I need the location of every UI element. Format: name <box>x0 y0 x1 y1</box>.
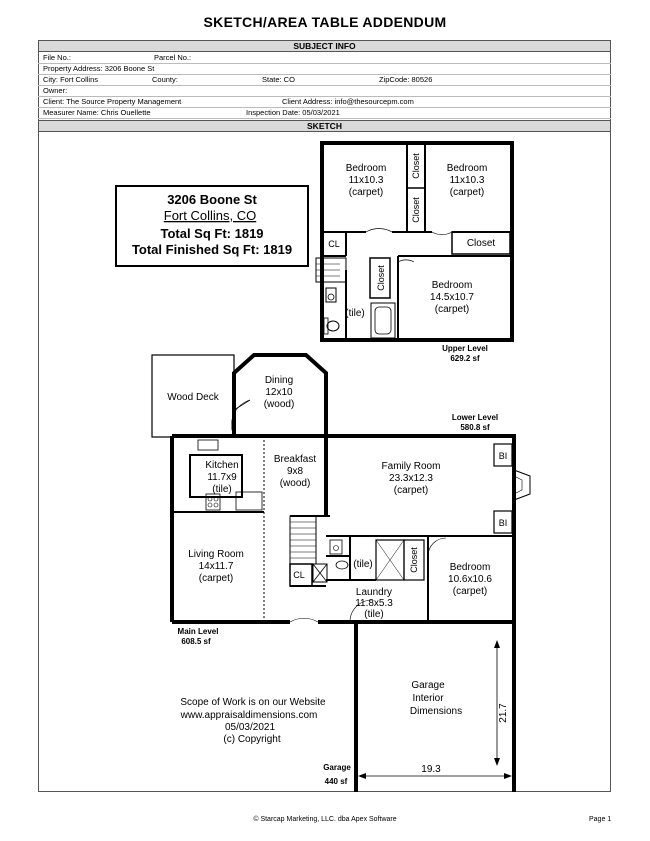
garage-depth: 21.7 <box>498 703 509 723</box>
inspection-date-field: Inspection Date: 05/03/2021 <box>246 108 340 117</box>
laundry-floor: (tile) <box>364 609 384 620</box>
bedroom-4-name: Bedroom <box>449 562 491 573</box>
upper-cl-label: CL <box>328 239 340 249</box>
garage-interior: Interior <box>412 693 444 704</box>
upper-closet-2-label: Closet <box>411 197 421 223</box>
upper-level-area: 629.2 sf <box>450 354 480 363</box>
living-room-name: Living Room <box>188 549 244 560</box>
family-room-floor: (carpet) <box>393 485 429 496</box>
breakfast-size: 9x8 <box>286 466 304 477</box>
dining-size: 12x10 <box>265 387 293 398</box>
living-room-size: 14x11.7 <box>198 561 234 572</box>
kitchen-name: Kitchen <box>205 460 239 471</box>
kitchen-size: 11.7x9 <box>207 472 237 483</box>
wood-deck-label: Wood Deck <box>167 392 219 403</box>
scope-line-1: Scope of Work is on our Website <box>180 697 326 708</box>
county-field: County: <box>152 75 178 84</box>
family-room-name: Family Room <box>381 461 441 472</box>
measurer-field: Measurer Name: Chris Ouellette <box>43 108 151 117</box>
main-level-area: 608.5 sf <box>181 637 211 646</box>
laundry-name: Laundry <box>355 587 393 598</box>
lower-level-name: Lower Level <box>451 413 499 422</box>
bedroom-2-name: Bedroom <box>446 163 488 174</box>
bedroom-2-floor: (carpet) <box>449 187 485 198</box>
bedroom-1-size: 11x10.3 <box>348 175 384 186</box>
bedroom-3-name: Bedroom <box>431 280 473 291</box>
scope-line-2: www.appraisaldimensions.com <box>180 710 318 721</box>
subject-info-header: SUBJECT INFO <box>38 40 611 52</box>
breakfast-floor: (wood) <box>279 478 311 489</box>
family-room-size: 23.3x12.3 <box>389 473 433 484</box>
laundry-size: 11.8x5.3 <box>355 598 393 609</box>
page-title: SKETCH/AREA TABLE ADDENDUM <box>203 14 447 30</box>
bedroom-4-size: 10.6x10.6 <box>448 574 492 585</box>
lower-level-area: 580.8 sf <box>460 423 490 432</box>
bi-bottom-label: BI <box>498 518 508 528</box>
main-level-name: Main Level <box>177 627 219 636</box>
client-address-field: Client Address: info@thesourcepm.com <box>282 97 414 106</box>
dining-name: Dining <box>264 375 294 386</box>
living-room-floor: (carpet) <box>198 573 234 584</box>
scope-line-4: (c) Copyright <box>223 734 281 745</box>
owner-field: Owner: <box>43 86 68 95</box>
garage-dimensions: Dimensions <box>409 706 463 717</box>
client-field: Client: The Source Property Management <box>43 97 182 106</box>
parcel-no-field: Parcel No.: <box>154 53 192 62</box>
kitchen-floor: (tile) <box>212 484 232 495</box>
upper-closet-1-label: Closet <box>411 153 421 179</box>
footer-page-number: Page 1 <box>589 816 612 823</box>
info-finished-sqft: Total Finished Sq Ft: 1819 <box>131 242 293 257</box>
garage-level-name: Garage <box>323 763 351 772</box>
info-city: Fort Collins, CO <box>163 208 257 223</box>
file-no-field: File No.: <box>43 53 71 62</box>
garage-width: 19.3 <box>421 764 441 775</box>
bedroom-3-floor: (carpet) <box>434 304 470 315</box>
info-address: 3206 Boone St <box>167 192 257 207</box>
bi-top-label: BI <box>498 451 508 461</box>
bedroom-1-name: Bedroom <box>345 163 387 174</box>
lower-bath-floor: (tile) <box>353 559 373 570</box>
bedroom-4-floor: (carpet) <box>452 586 488 597</box>
garage-name: Garage <box>411 680 445 691</box>
upper-closet-3-label: Closet <box>466 238 496 249</box>
info-total-sqft: Total Sq Ft: 1819 <box>160 226 264 241</box>
scope-line-3: 05/03/2021 <box>224 722 276 733</box>
lower-closet-label: Closet <box>409 547 419 573</box>
zip-field: ZipCode: 80526 <box>379 75 433 84</box>
bedroom-3-size: 14.5x10.7 <box>430 292 474 303</box>
dining-floor: (wood) <box>263 399 295 410</box>
breakfast-name: Breakfast <box>273 454 317 465</box>
upper-closet-4-label: Closet <box>376 265 386 291</box>
state-field: State: CO <box>262 75 295 84</box>
main-cl-label: CL <box>293 570 305 580</box>
upper-bath-floor: (tile) <box>345 308 365 319</box>
property-address-field: Property Address: 3206 Boone St <box>43 64 155 73</box>
bedroom-2-size: 11x10.3 <box>449 175 485 186</box>
upper-level-name: Upper Level <box>442 344 488 353</box>
sketch-header: SKETCH <box>38 120 611 132</box>
footer-copyright: © Starcap Marketing, LLC. dba Apex Software <box>253 816 397 823</box>
garage-level-area: 440 sf <box>324 777 348 786</box>
bedroom-1-floor: (carpet) <box>348 187 384 198</box>
city-field: City: Fort Collins <box>43 75 99 84</box>
